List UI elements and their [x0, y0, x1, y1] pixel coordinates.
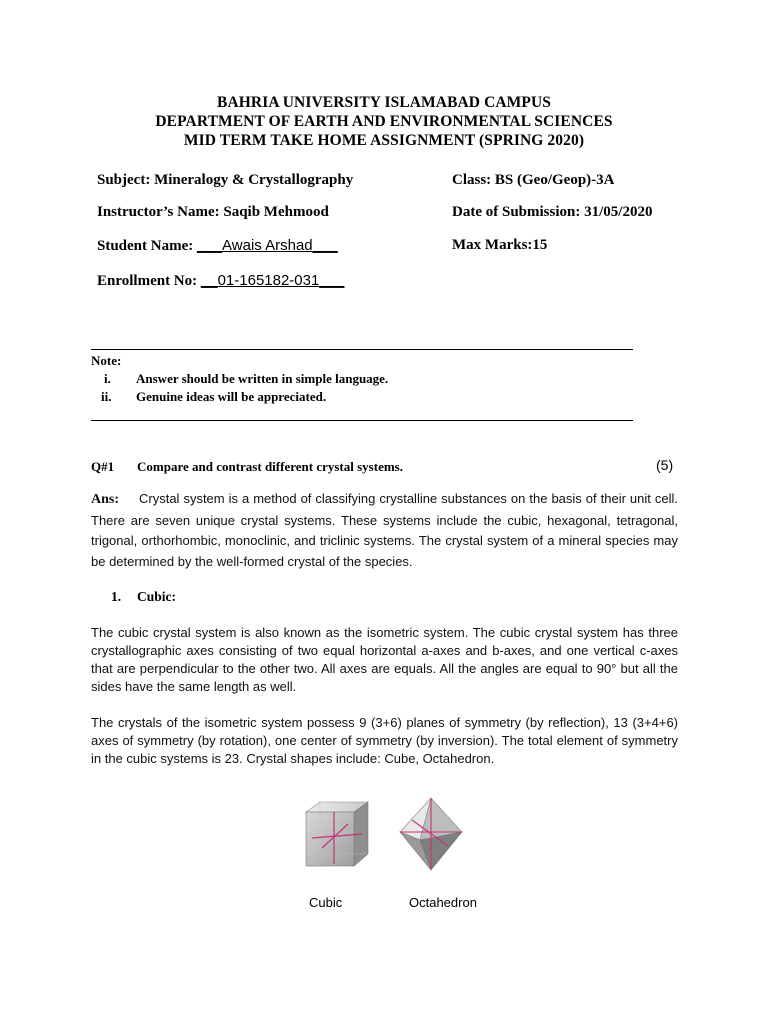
submission-value: 31/05/2020 — [584, 204, 653, 220]
class-label: Class: — [452, 172, 492, 188]
student-name-field — [97, 237, 338, 255]
enrollment-pre: __ — [200, 272, 218, 289]
octahedron-figure — [398, 796, 464, 872]
enrollment-field — [97, 272, 344, 290]
instructor-label: Instructor’s Name: — [97, 204, 220, 220]
cube-caption: Cubic — [309, 895, 343, 910]
assignment-title: MID TERM TAKE HOME ASSIGNMENT (SPRING 2020) — [183, 132, 585, 149]
class-value: BS (Geo/Geop)-3A — [494, 172, 615, 188]
note-item-1-text: Answer should be written in simple language. — [136, 371, 389, 386]
student-post: ___ — [312, 237, 338, 254]
note-item-2-text: Genuine ideas will be appreciated. — [136, 389, 327, 404]
maxmarks-label: Max Marks: — [452, 237, 533, 253]
class-field — [452, 172, 615, 189]
octahedron-caption: Octahedron — [409, 895, 477, 910]
student-name-value: Awais Arshad — [222, 237, 313, 254]
enrollment-label: Enrollment No: — [97, 273, 198, 289]
section-1-title: Cubic: — [137, 589, 177, 604]
note-bottom-rule — [91, 420, 633, 421]
octahedron-crystal-icon — [398, 796, 464, 872]
university-title: BAHRIA UNIVERSITY ISLAMABAD CAMPUS — [217, 94, 551, 111]
submission-label: Date of Submission: — [452, 204, 581, 220]
section-1-heading — [111, 589, 176, 605]
department-title: DEPARTMENT OF EARTH AND ENVIRONMENTAL SCIENCES — [155, 113, 613, 130]
subject-field — [97, 172, 353, 189]
cube-figure — [300, 798, 372, 870]
note-top-rule — [91, 349, 633, 350]
submission-date-field — [452, 204, 652, 221]
student-pre: ___ — [197, 237, 223, 254]
enrollment-underline — [201, 272, 344, 289]
note-title: Note: — [91, 353, 122, 368]
question-number: Q#1 — [91, 459, 115, 474]
instructor-field — [97, 204, 329, 221]
note-item-2-num: ii. — [101, 389, 112, 404]
answer-intro-text: Crystal system is a method of classifying crystalline substances on the basis of their unit cell. There are seven unique crystal systems. These systems include the cubic, hexagonal, tetragonal, trigonal, orthorhombic, monoclinic, and triclinic systems. The crystal system of a mineral species may be determined by the well-formed crystal of the species. — [91, 491, 678, 569]
max-marks-field — [452, 237, 547, 254]
subject-value: Mineralogy & Crystallography — [154, 172, 354, 188]
enrollment-post: ___ — [319, 272, 345, 289]
cube-crystal-icon — [300, 798, 372, 870]
note-item-1-num: i. — [104, 371, 111, 386]
question-marks: (5) — [656, 457, 674, 473]
section-1-num: 1. — [111, 589, 122, 604]
instructor-value: Saqib Mehmood — [223, 204, 329, 220]
subject-label: Subject: — [97, 172, 151, 188]
answer-intro — [91, 489, 678, 572]
student-label: Student Name: — [97, 238, 194, 254]
note-item-2 — [101, 389, 326, 405]
maxmarks-value: 15 — [532, 237, 548, 253]
answer-label: Ans: — [91, 492, 120, 507]
enrollment-value: 01-165182-031 — [217, 272, 320, 289]
note-item-1 — [104, 371, 388, 387]
student-name-underline — [197, 237, 338, 254]
question-text: Compare and contrast different crystal systems. — [137, 459, 403, 474]
cubic-paragraph-1: The cubic crystal system is also known as the isometric system. The cubic crystal system has three crystallographic axes consisting of two equal horizontal a-axes and b-axes, and one vertical c-axes that are perpendicular to the other two. All axes are equals. All the angles are equal to 90° but all the sides have the same length as well. — [91, 625, 678, 694]
cubic-paragraph-2: The crystals of the isometric system possess 9 (3+6) planes of symmetry (by reflection), 13 (3+4+6) axes of symmetry (by rotation), one center of symmetry (by inversion). The total element of symmetry in the cubic systems is 23. Crystal shapes include: Cube, Octahedron. — [91, 715, 678, 766]
